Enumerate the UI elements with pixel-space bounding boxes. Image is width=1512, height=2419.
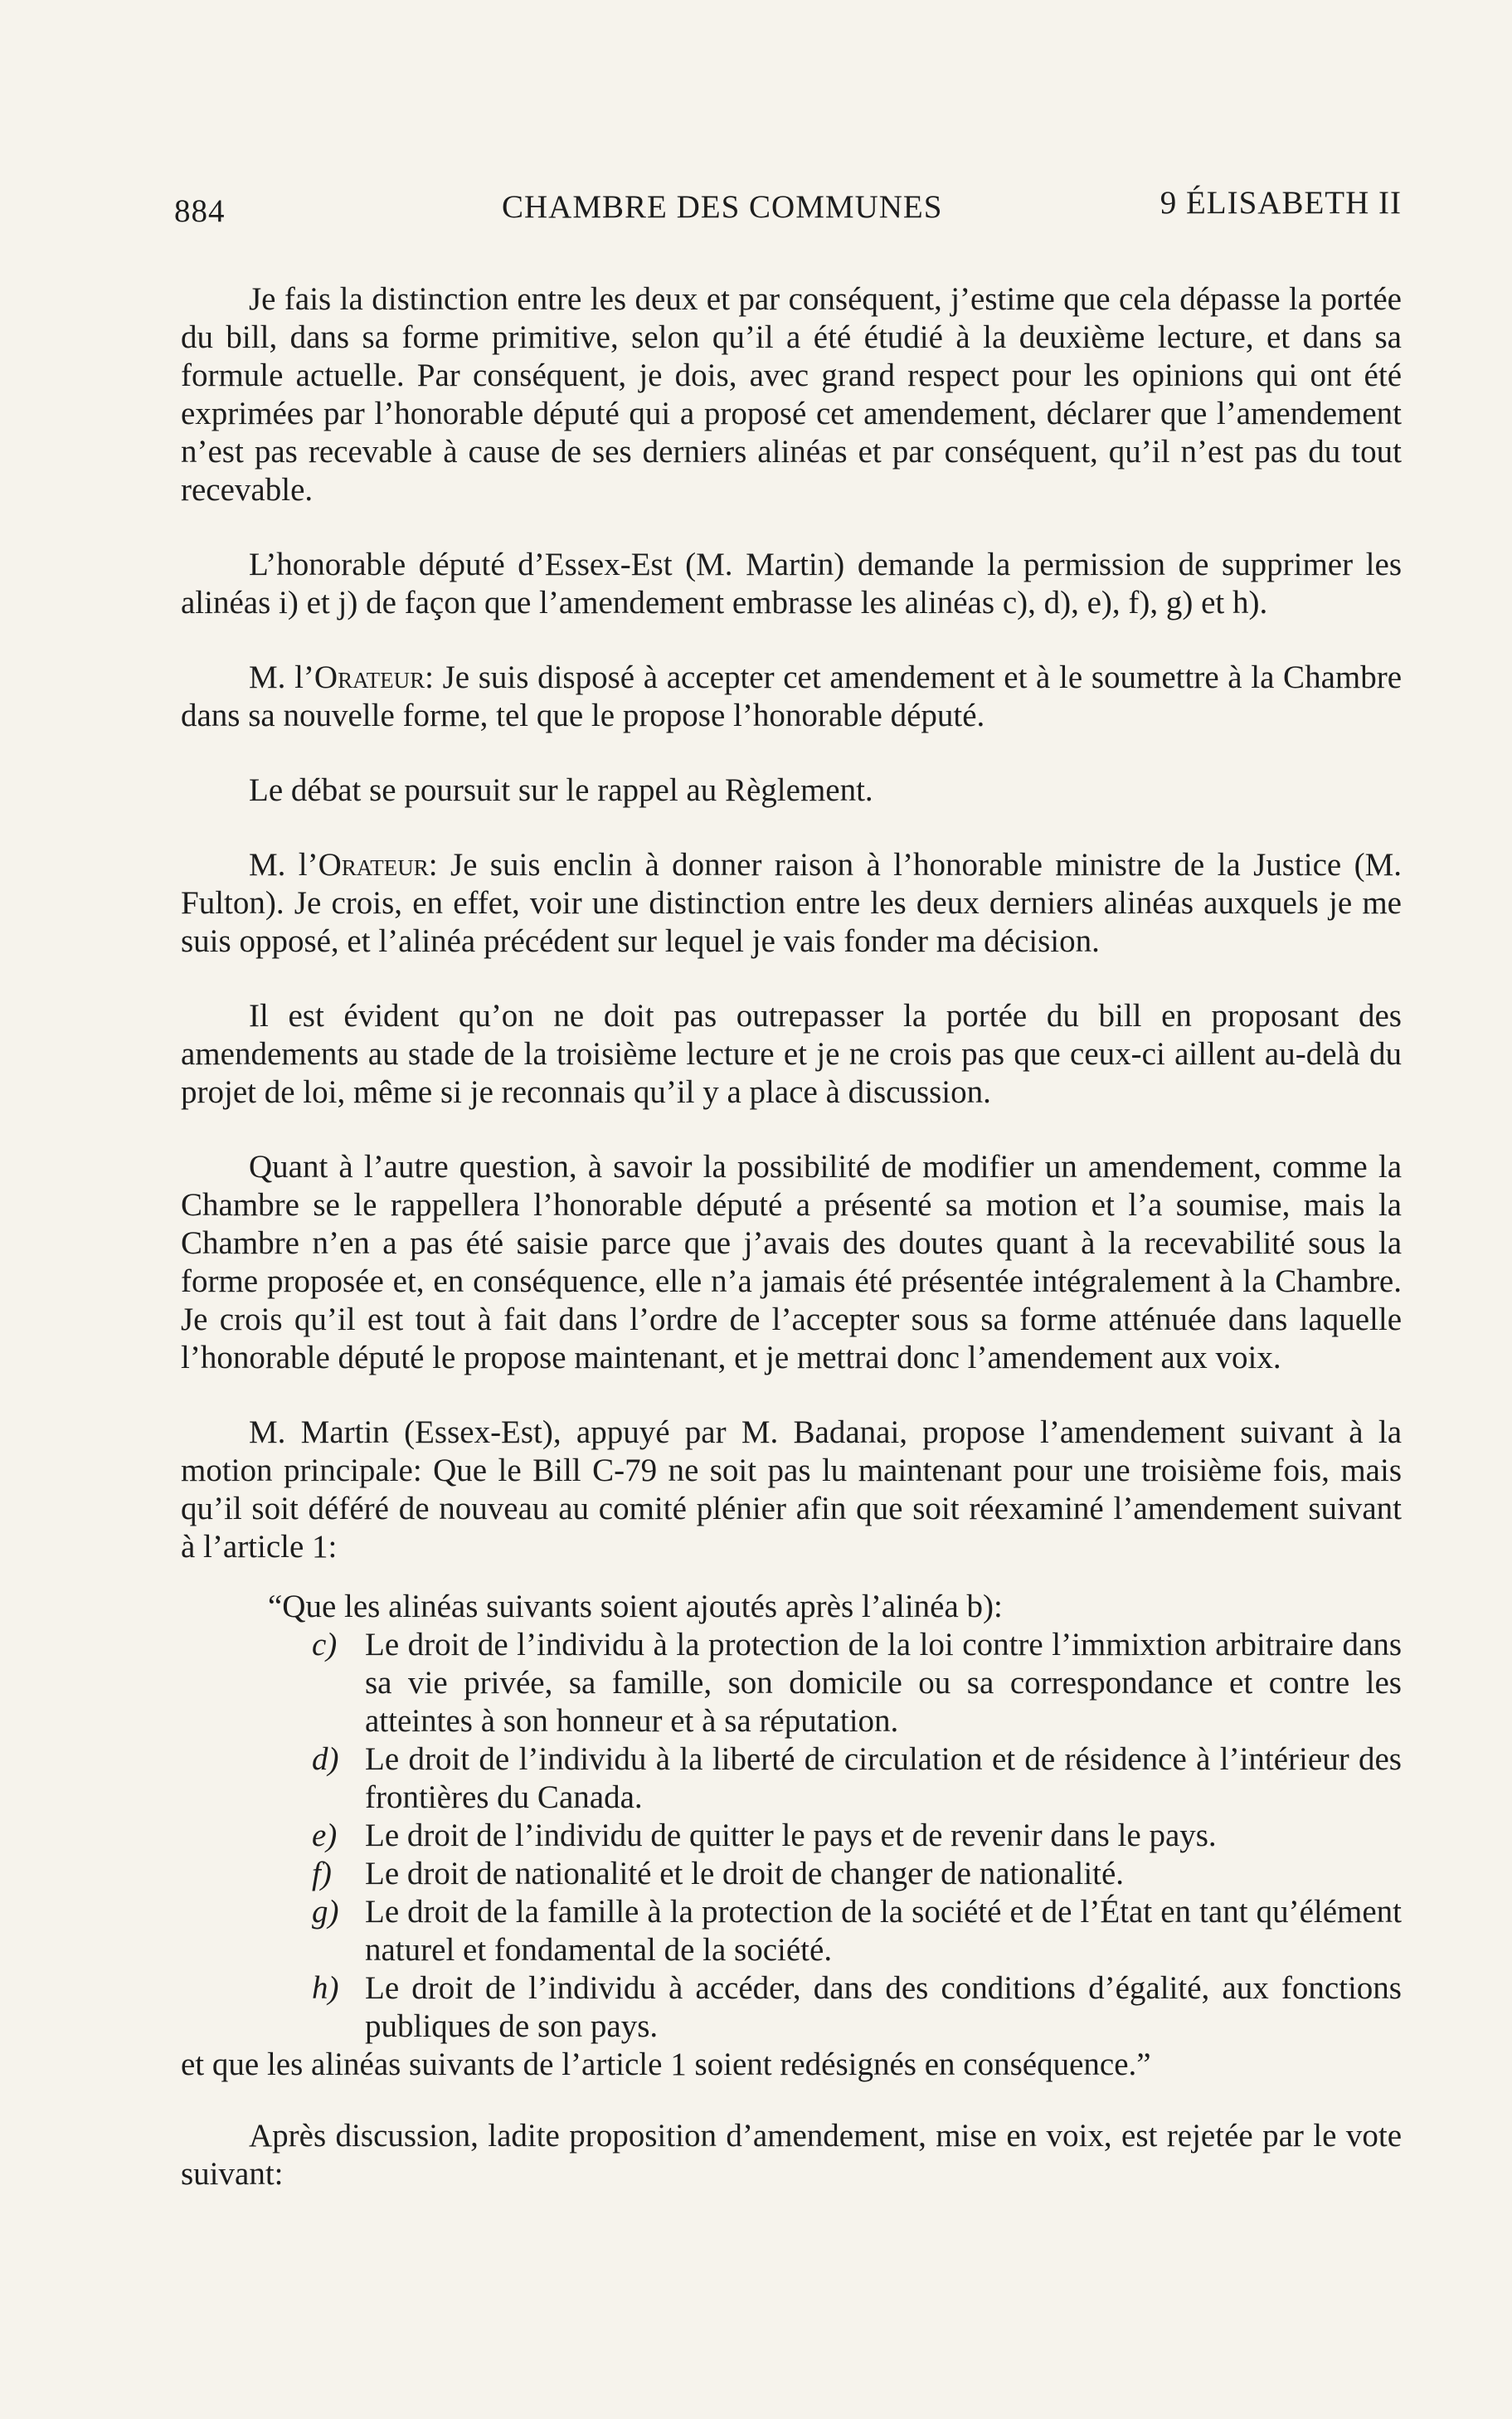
item-text: Le droit de l’individu de quitter le pays et de revenir dans le pays. xyxy=(365,1818,1217,1853)
amendment-item xyxy=(181,1626,1402,1740)
item-label: c) xyxy=(312,1627,338,1662)
paragraph-distinction: Je fais la distinction entre les deux et par conséquent, j’estime que cela dépasse la portée du bill, dans sa forme primitive, selon qu’il a été étudié à la deuxième lecture, et dans sa formule actuelle. Par conséquent, je dois, avec grand respect pour les opinions qui ont été exprimées par l’honorable député qui a proposé cet amendement, déclarer que l’amendement n’est pas recevable à cause de ses derniers alinéas et par conséquent, qu’il n’est pas du tout recevable. xyxy=(181,281,1402,508)
paragraph-debate: Le débat se poursuit sur le rappel au Règlement. xyxy=(249,772,873,808)
item-text: Le droit de l’individu à la protection de la loi contre l’immixtion arbitraire dans sa vie privée, sa famille, son domicile ou sa correspondance et contre les atteintes à son honneur et à sa réputation. xyxy=(365,1627,1402,1739)
speaker-name: Orateur xyxy=(318,847,429,883)
amendment-items xyxy=(181,1626,1402,2046)
quote-intro: “Que les alinéas suivants soient ajoutés après l’alinéa b): xyxy=(268,1589,1003,1624)
paragraph-speaker-accept xyxy=(181,659,1402,735)
running-title: CHAMBRE DES COMMUNES xyxy=(502,189,943,225)
amendment-item xyxy=(181,1740,1402,1817)
speaker-text: : Je suis disposé à accepter cet amendement et à le soumettre à la Chambre dans sa nouvelle forme, tel que le propose l’honorable député. xyxy=(181,660,1403,733)
paragraph-scope: Il est évident qu’on ne doit pas outrepasser la portée du bill en proposant des amendements au stade de la troisième lecture et je ne crois pas que ceux-ci aillent au-delà du projet de loi, même si je reconnais qu’il y a place à discussion. xyxy=(181,998,1402,1110)
item-text: Le droit de l’individu à accéder, dans des conditions d’égalité, aux fonctions publiques de son pays. xyxy=(365,1970,1402,2044)
closing-clause: et que les alinéas suivants de l’article 1 soient redésignés en conséquence.” xyxy=(181,2047,1151,2082)
item-label: d) xyxy=(312,1741,339,1777)
amendment-item xyxy=(181,1969,1402,2046)
paragraph-other-question: Quant à l’autre question, à savoir la possibilité de modifier un amendement, comme la Chambre se le rappellera l’honorable député a présenté sa motion et l’a soumise, mais la Chambre n’en a pas été saisie parce que j’avais des doutes quant à la recevabilité sous la forme proposée et, en conséquence, elle n’a jamais été présentée intégralement à la Chambre. Je crois qu’il est tout à fait dans l’ordre de l’accepter sous sa forme atténuée dans laquelle l’honorable député le propose maintenant, et je mettrai donc l’amendement aux voix. xyxy=(181,1149,1402,1375)
speaker-prefix: M. l’ xyxy=(249,660,314,695)
item-text: Le droit de la famille à la protection de la société et de l’État en tant qu’élément naturel et fondamental de la société. xyxy=(365,1894,1402,1968)
speaker-prefix: M. l’ xyxy=(249,847,318,883)
item-label: e) xyxy=(312,1818,338,1853)
paragraph-motion: M. Martin (Essex-Est), appuyé par M. Badanai, propose l’amendement suivant à la motion principale: Que le Bill C-79 ne soit pas lu maintenant pour une troisième fois, mais qu’il soit déféré de nouveau au comité plénier afin que soit réexaminé l’amendement suivant à l’article 1: xyxy=(181,1414,1402,1565)
item-label: g) xyxy=(312,1894,339,1930)
amendment-item xyxy=(181,1855,1402,1893)
page-header xyxy=(174,184,1402,234)
paragraph-permission: L’honorable député d’Essex-Est (M. Martin) demande la permission de supprimer les alinéas i) et j) de façon que l’amendement embrasse les alinéas c), d), e), f), g) et h). xyxy=(181,547,1402,621)
speaker-name: Orateur xyxy=(314,660,425,695)
regnal-year: 9 ÉLISABETH II xyxy=(1160,185,1402,221)
page-number: 884 xyxy=(174,193,226,229)
paragraph-speaker-ruling xyxy=(181,846,1402,961)
item-text: Le droit de l’individu à la liberté de circulation et de résidence à l’intérieur des frontières du Canada. xyxy=(365,1741,1402,1815)
item-label: f) xyxy=(312,1856,332,1891)
paragraph-vote: Après discussion, ladite proposition d’amendement, mise en voix, est rejetée par le vote suivant: xyxy=(181,2118,1402,2192)
item-text: Le droit de nationalité et le droit de changer de nationalité. xyxy=(365,1856,1125,1891)
amendment-item xyxy=(181,1893,1402,1969)
amendment-item xyxy=(181,1817,1402,1855)
page-body xyxy=(181,280,1402,2193)
speaker-text: : Je suis enclin à donner raison à l’honorable ministre de la Justice (M. Fulton). Je crois, en effet, voir une distinction entre les deux derniers alinéas auxquels je me suis opposé, et l’alinéa précédent sur lequel je vais fonder ma décision. xyxy=(181,847,1402,959)
item-label: h) xyxy=(312,1970,339,2006)
